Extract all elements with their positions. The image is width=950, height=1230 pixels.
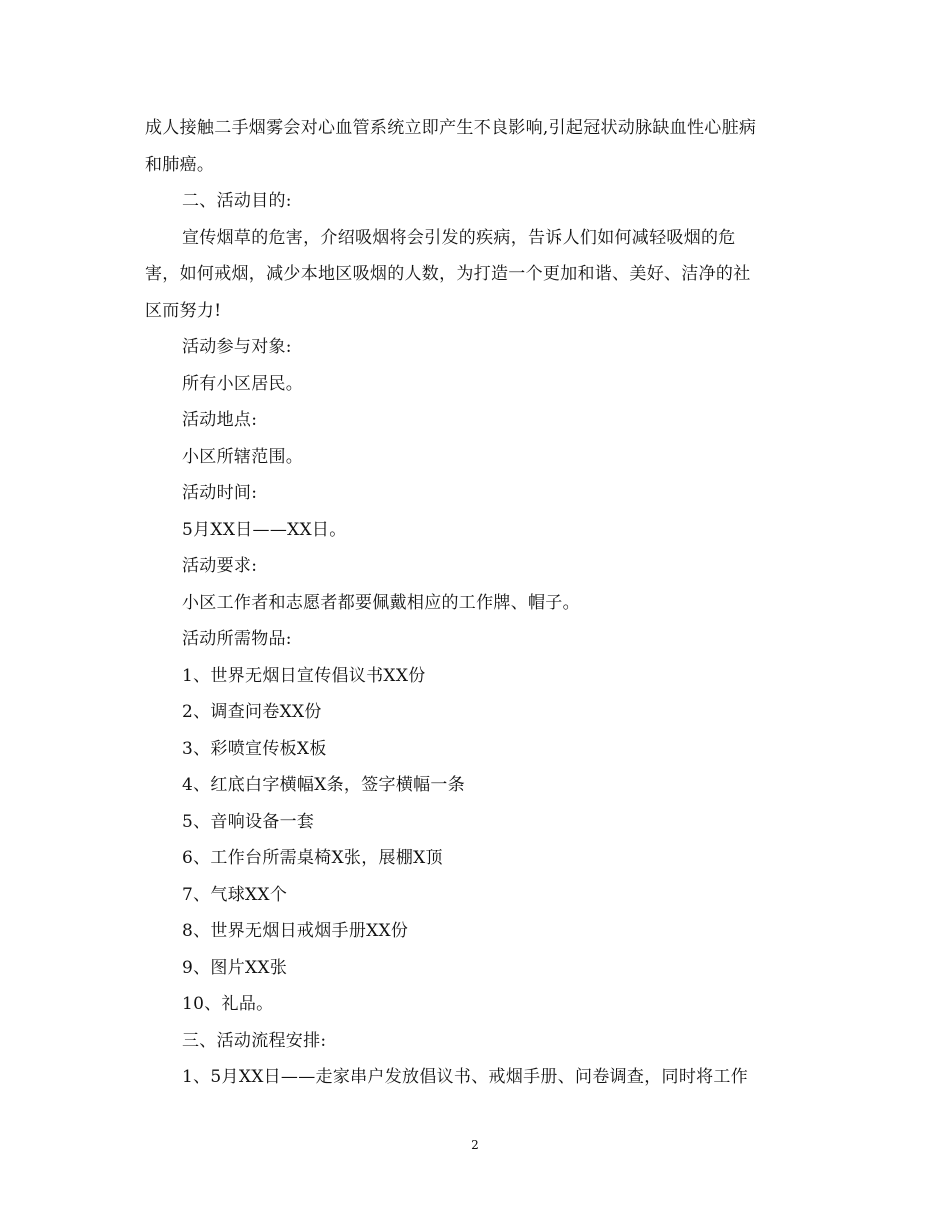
section-heading: 二、活动目的:	[182, 191, 292, 211]
body-line: 成人接触二手烟雾会对心血管系统立即产生不良影响,引起冠状动脉缺血性心脏病	[145, 118, 757, 138]
body-line: 区而努力!	[145, 300, 222, 321]
list-item: 4、红底白字横幅X条，签字横幅一条	[182, 775, 466, 795]
list-item: 2、调查问卷XX份	[182, 702, 322, 722]
list-item: 9、图片XX张	[182, 957, 288, 978]
list-item: 10、礼品。	[182, 994, 274, 1014]
body-line: 宣传烟草的危害，介绍吸烟将会引发的疾病，告诉人们如何减轻吸烟的危	[182, 227, 736, 248]
document-body	[145, 110, 810, 1096]
list-item: 1、5月XX日——走家串户发放倡议书、戒烟手册、问卷调查，同时将工作	[182, 1067, 749, 1087]
page-number: 2	[471, 1138, 479, 1152]
field-label: 活动要求:	[182, 556, 258, 576]
list-item: 1、世界无烟日宣传倡议书XX份	[182, 665, 426, 686]
field-label: 活动时间:	[182, 483, 258, 503]
list-item: 5、音响设备一套	[182, 811, 315, 832]
list-item: 3、彩喷宣传板X板	[182, 738, 327, 759]
body-line: 和肺癌。	[145, 154, 215, 175]
field-value: 小区所辖范围。	[182, 446, 304, 467]
section-heading: 三、活动流程安排:	[182, 1030, 327, 1051]
list-item: 8、世界无烟日戒烟手册XX份	[182, 921, 409, 941]
list-item: 6、工作台所需桌椅X张，展棚X顶	[182, 848, 443, 868]
field-value: 小区工作者和志愿者都要佩戴相应的工作牌、帽子。	[182, 592, 580, 613]
list-item: 7、气球XX个	[182, 884, 288, 905]
field-value: 所有小区居民。	[182, 373, 304, 394]
field-label: 活动地点:	[182, 410, 258, 430]
field-label: 活动所需物品:	[182, 629, 292, 649]
field-label: 活动参与对象:	[182, 337, 292, 357]
field-value: 5月XX日——XX日。	[182, 519, 347, 540]
body-line: 害，如何戒烟，减少本地区吸烟的人数，为打造一个更加和谐、美好、洁净的社	[145, 264, 751, 284]
